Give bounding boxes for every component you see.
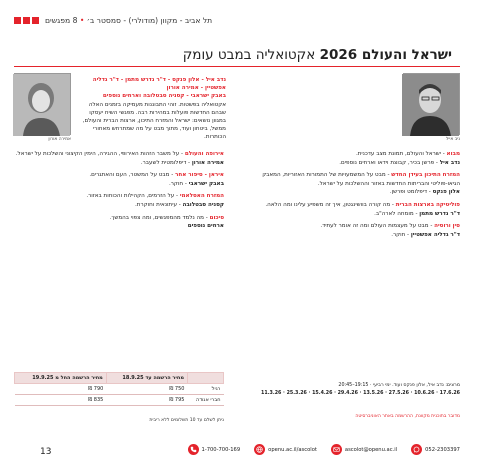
session-item — [14, 214, 224, 231]
session-speaker: אלון פנקס — [432, 189, 460, 196]
session-item — [14, 171, 224, 188]
sessions-column-left — [14, 150, 224, 235]
session-speaker-info: - דיפלומט ופרשן. — [389, 189, 433, 196]
price-table — [14, 372, 224, 406]
page-header — [14, 14, 460, 26]
session-item — [14, 192, 224, 209]
session-item — [250, 150, 460, 167]
phone-link[interactable] — [188, 444, 241, 455]
title-rest: אקטואליה במבט עומק — [182, 47, 320, 63]
website-link[interactable] — [254, 444, 317, 455]
session-item — [250, 201, 460, 218]
session-speaker: ד"ר גדליה אפשטיין — [410, 231, 460, 238]
session-speaker: באבק ישראבי — [188, 180, 224, 187]
session-text: - מה קורה בוושינגטון, איך זה משפיע עלינו ומה הלאה. — [265, 201, 396, 208]
speaker-photo-right — [403, 73, 460, 135]
header-program: תל אביב - מקוון (מודולרי) - סמסטר ב׳ — [84, 15, 213, 25]
email-address: ascolot@openu.ac.il — [344, 446, 398, 453]
price-late: 790 ₪ — [15, 384, 107, 395]
header-text — [45, 16, 212, 25]
session-dates — [250, 382, 460, 398]
price-table-header — [15, 373, 224, 384]
page-title — [22, 47, 452, 63]
header-sessions: 8 מפגשים — [45, 15, 80, 25]
session-title: איראן - סיפור אחר — [175, 172, 224, 179]
page-footer — [0, 440, 480, 466]
session-text: - מבט על מעצמות העולם ומה זה אומר לעתיד. — [320, 223, 435, 230]
session-title: סין ורוסיה — [434, 223, 460, 230]
page-number: 13 — [40, 447, 52, 457]
session-speaker: קסניה סבטלובה — [182, 201, 224, 208]
photo-caption-left: אמירה אורון — [48, 137, 71, 142]
dates-line-2: 17.6.26 · 10.6.26 · 27.5.26 · 13.5.26 · 29.4.26 · 15.4.26 · 25.3.26 · 11.3.26 — [261, 391, 460, 396]
session-speaker-info: - חוקר. — [168, 180, 189, 187]
whatsapp-number: 052-2303397 — [425, 446, 460, 453]
email-link[interactable] — [331, 444, 397, 455]
price-row-label: חברי אגודה — [187, 395, 223, 406]
title-divider — [14, 66, 460, 67]
price-row-label: רגיל — [187, 384, 223, 395]
title-bold: ישראל והעולם 2026 — [319, 47, 452, 63]
session-speaker: אמירה אורון — [191, 159, 224, 166]
session-text: - על הזרמים, הקהילות והכוחות באזור. — [86, 193, 180, 200]
session-item — [14, 150, 224, 167]
phone-number: 1-700-700-169 — [201, 446, 241, 453]
session-speaker: ד"ר נדרש מתמן — [419, 210, 460, 217]
lecturers-names: נדב איל - אלון פנקס - ד"ר נדרש מתמן - ד"ר גדליה אפשטיין - אמירה אורון — [92, 77, 226, 92]
website-url: openu.ac.il/ascolot — [268, 446, 317, 453]
session-text: - על משבר הזהות האירופי, ההגירה, הימין הקיצוני והשלכות על ישראל. — [15, 151, 185, 157]
price-header-late: מחיר הרשמה החל מ 19.9.25 — [15, 373, 107, 384]
table-row — [15, 395, 224, 406]
header-square — [23, 17, 30, 24]
photo-caption-right: ניב אייל — [445, 137, 460, 142]
whatsapp-link[interactable] — [411, 444, 460, 455]
session-speaker-info: - פרשן בכיר, קבוצת וידאו וארחים נוספים. — [339, 159, 440, 166]
speaker-photo-left — [14, 73, 71, 135]
session-title: סיכום — [209, 214, 224, 221]
session-title: פוליטיקה בארצות הברית — [395, 201, 460, 208]
session-item — [250, 222, 460, 239]
mail-icon — [331, 444, 342, 455]
whatsapp-icon — [411, 444, 422, 455]
price-note: ניתן לשלם עד 10 תשלומים ללא ריבית — [149, 418, 224, 423]
session-speaker-info: - עיתונאית וחוקרת. — [135, 201, 183, 208]
lecturers-intro — [80, 76, 226, 142]
footer-note: מדובר בתוכנית מקוונת, ההרשמה באתר האוניברסיטה — [355, 414, 460, 419]
price-early: 750 ₪ — [106, 384, 187, 395]
session-speaker: ארחים נוספים — [187, 223, 224, 230]
session-speaker-info: - דיפלומטית לשעבר. — [140, 159, 192, 166]
session-title: המזרח האסלאמי — [179, 193, 224, 200]
session-speaker-info: - חוקר. — [391, 231, 411, 238]
price-early: 795 ₪ — [106, 395, 187, 406]
contact-bar — [188, 444, 460, 455]
session-speaker-info: - מומחה לארה"ב. — [374, 210, 420, 217]
session-item — [250, 171, 460, 197]
session-text: - ישראל והעולם, תמונת מצב עדכנית. — [355, 151, 447, 157]
header-square — [32, 17, 39, 24]
header-square — [14, 17, 21, 24]
session-title: אירופה והעולם — [184, 151, 224, 157]
price-header-early: מחיר הרשמה עד 18.9.25 — [106, 373, 187, 384]
header-separator: • — [79, 15, 85, 25]
price-late: 835 ₪ — [15, 395, 107, 406]
lecturers-names-2: באבק ישראבי - קסניה סבטלובה וארחים נוספים — [102, 93, 226, 100]
phone-icon — [188, 444, 199, 455]
session-title: מבוא — [446, 151, 460, 157]
sessions-column-right — [250, 150, 460, 243]
session-text: - מה נלמד מהמפגשים, ומה צפוי בהמשך. — [109, 214, 210, 221]
session-text: - מבט על המשטר, העם והאתגרים. — [89, 172, 176, 179]
globe-icon — [254, 444, 265, 455]
table-row — [15, 384, 224, 395]
session-title: המזרח התיכון בעידן החדש — [391, 172, 460, 179]
price-header-blank — [187, 373, 223, 384]
dates-line-1: מרצים: נדב איל, אלון פנקס ועוד. ימי רביעי · 19:15–20:45 — [338, 383, 460, 388]
program-description: אקטואליה בפשטות. זוהי התבוננות מעמיקה בזמנים האלה שבהם החדשות פועלות במהירות רבה. מפגשי השיח יעסקו במגוון נושאים: ישראל והמזרח התיכון, ארצות הברית והעולם, ממשל, ביטחון ועוד, מתוך מבט על מה שמתרחש מאחורי הכותרות. — [82, 101, 226, 141]
header-squares — [14, 17, 39, 24]
session-text: - מבט על המשמעויות של התמורות האזוריות, המאבק הגיאו-פוליטי והבריתות החדשות באזור וההשלכות על ישראל. — [262, 172, 460, 187]
session-speaker: נדב איל — [439, 159, 460, 166]
